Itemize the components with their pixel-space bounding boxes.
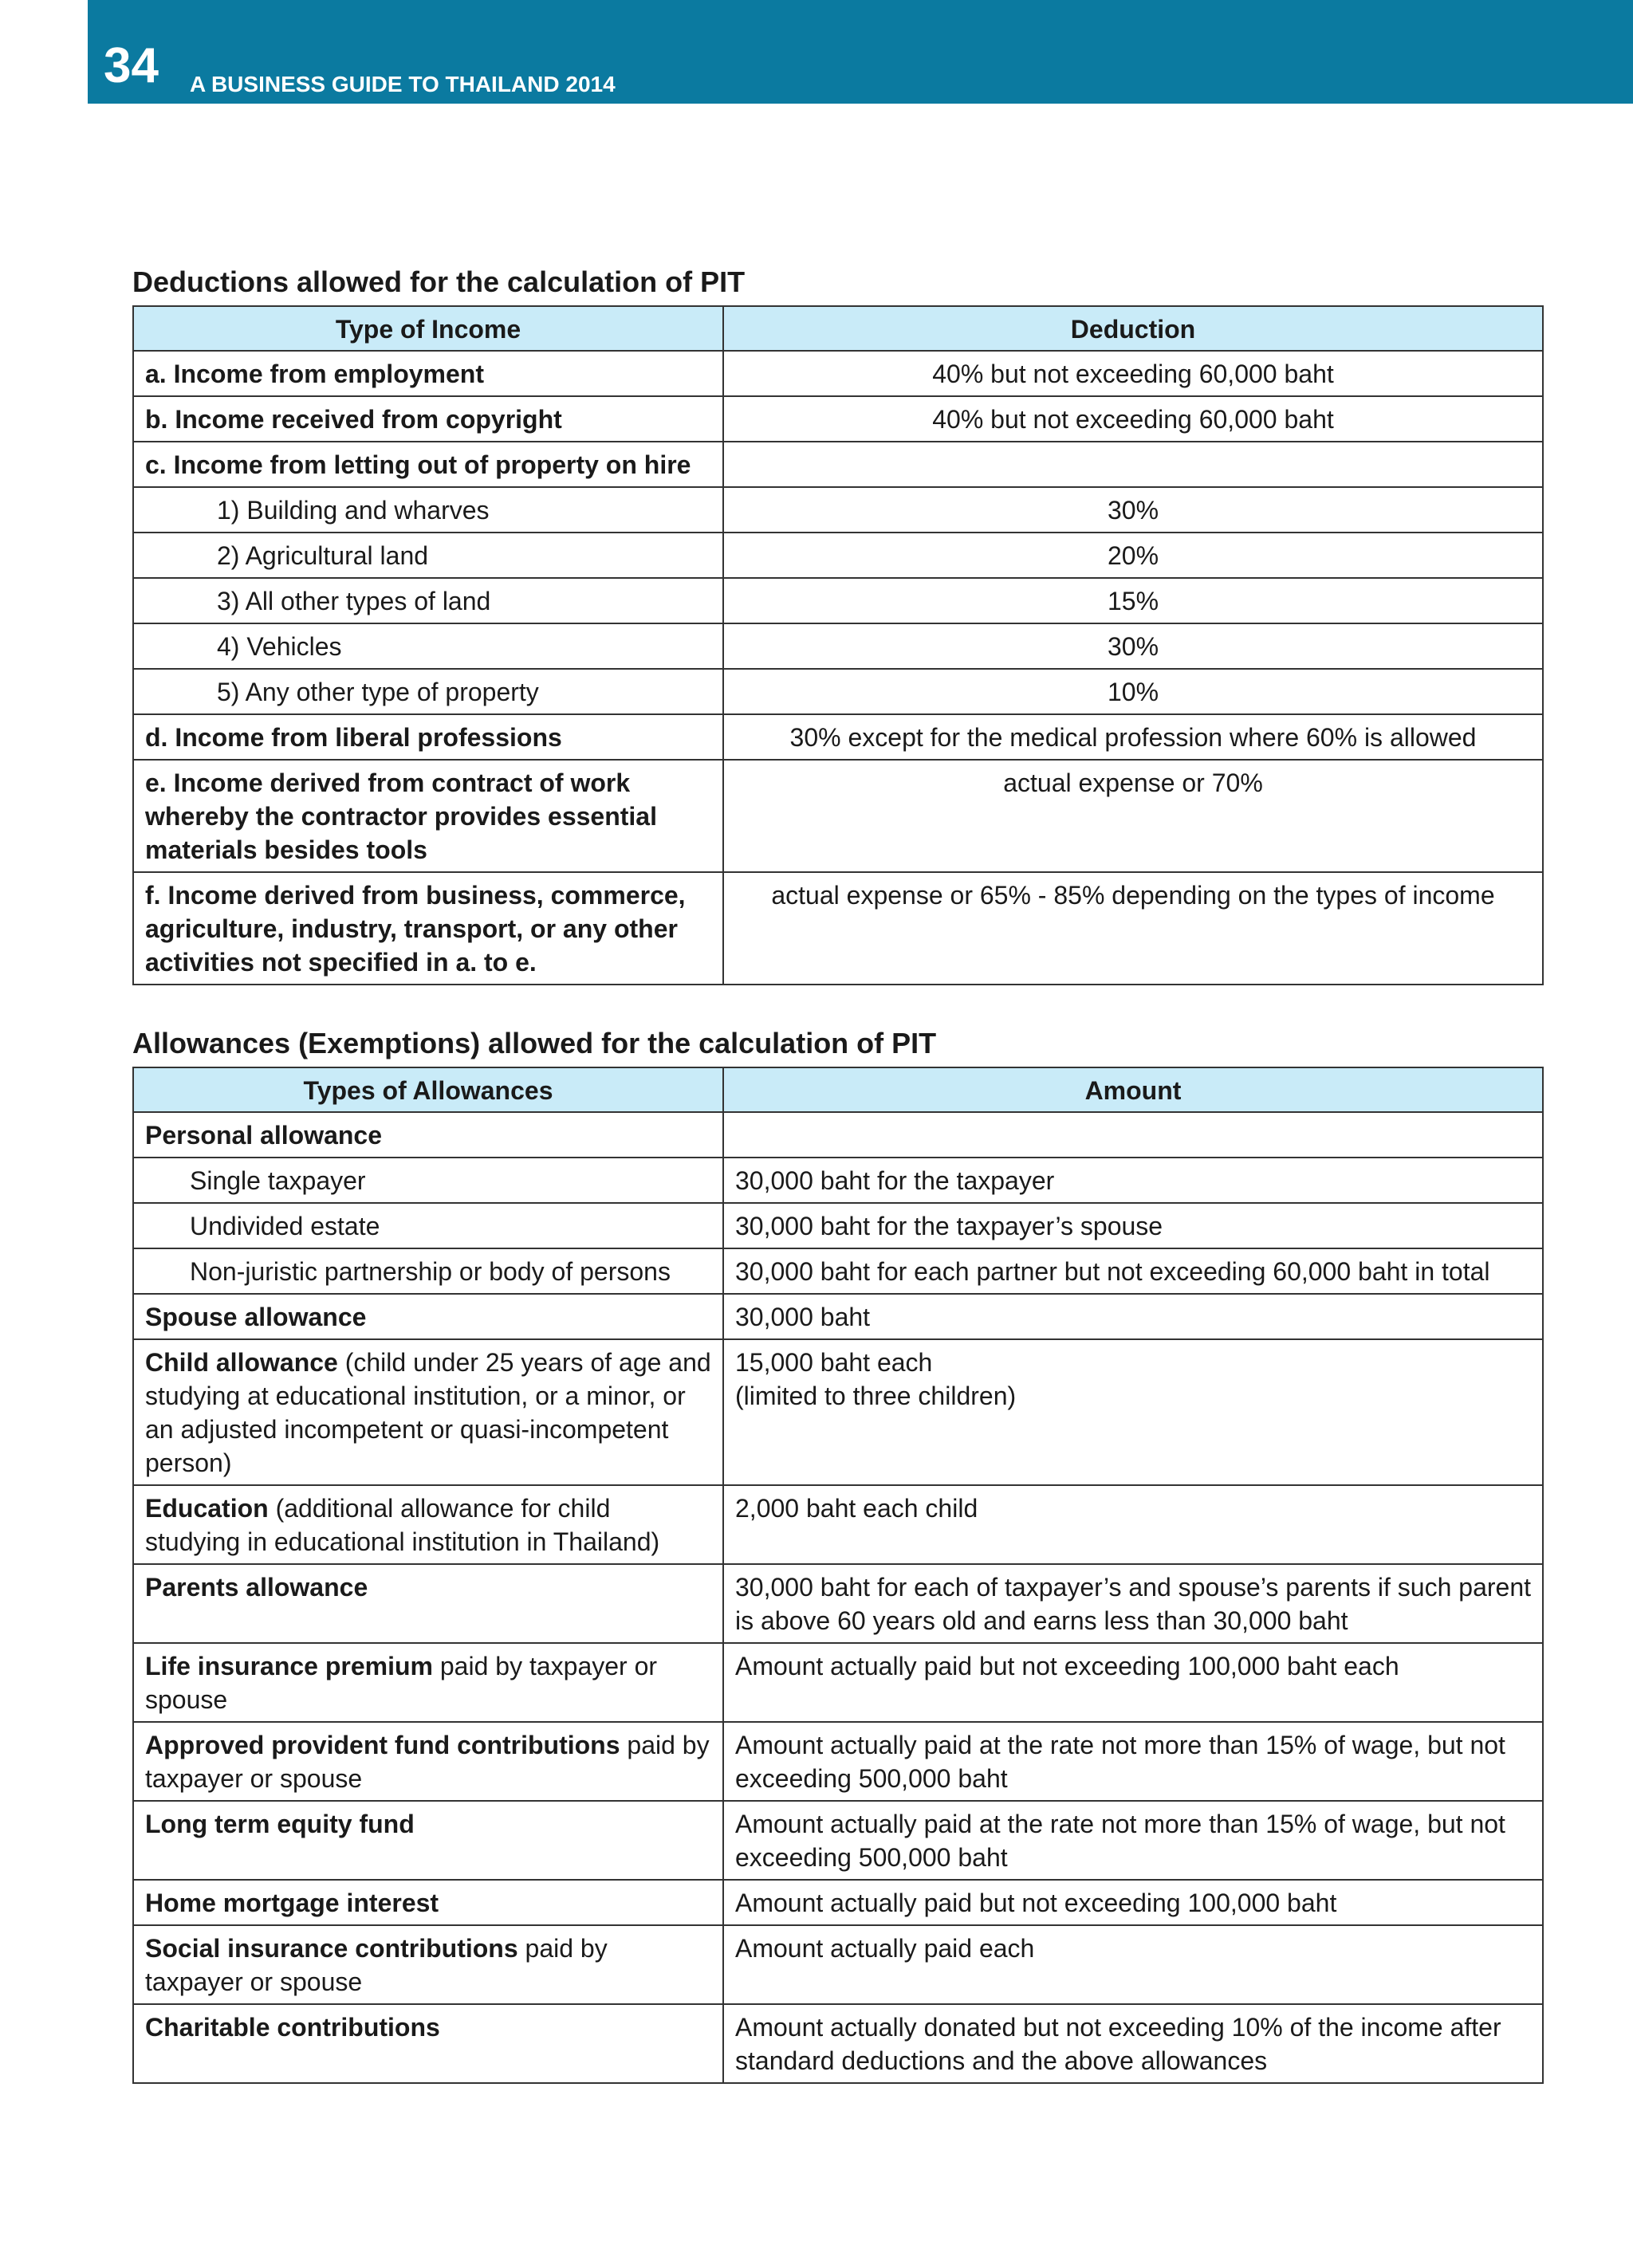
deduction-value: 40% but not exceeding 60,000 baht bbox=[723, 396, 1543, 442]
allowance-amount: 30,000 baht for the taxpayer’s spouse bbox=[723, 1203, 1543, 1248]
allowance-type bbox=[133, 1880, 723, 1925]
allowances-title: Allowances (Exemptions) allowed for the calculation of PIT bbox=[132, 1027, 937, 1059]
column-header-type: Type of Income bbox=[133, 306, 723, 351]
allowance-note: (child under 25 years of age and studying at educational institution, or a minor, or an adjusted incompetent or quasi-incompetent person) bbox=[145, 1348, 711, 1477]
allowance-amount: 30,000 baht bbox=[723, 1294, 1543, 1339]
allowance-amount: 30,000 baht for each of taxpayer’s and spouse’s parents if such parent is above 60 years old and earns less than 30,000 baht bbox=[723, 1564, 1543, 1643]
page-number: 34 bbox=[104, 38, 159, 93]
allowance-type bbox=[133, 1339, 723, 1485]
table-row bbox=[133, 487, 1543, 533]
column-header-deduction: Deduction bbox=[723, 306, 1543, 351]
allowance-name: Approved provident fund contributions bbox=[145, 1731, 620, 1759]
allowance-amount-line: 15,000 baht each bbox=[735, 1348, 933, 1377]
table-row bbox=[133, 351, 1543, 396]
allowance-name: Life insurance premium bbox=[145, 1652, 433, 1680]
allowance-amount: Amount actually paid but not exceeding 100,000 baht each bbox=[723, 1643, 1543, 1722]
allowance-note: paid by taxpayer or spouse bbox=[145, 1652, 658, 1714]
table-header-row bbox=[133, 1067, 1543, 1112]
table-row bbox=[133, 1722, 1543, 1801]
deduction-value bbox=[723, 442, 1543, 487]
table-row bbox=[133, 714, 1543, 760]
table-row bbox=[133, 1339, 1543, 1485]
allowance-type bbox=[133, 1643, 723, 1722]
deduction-value: 10% bbox=[723, 669, 1543, 714]
income-type: e. Income derived from contract of work whereby the contractor provides essential materials besides tools bbox=[133, 760, 723, 872]
table-row bbox=[133, 1158, 1543, 1203]
allowance-type bbox=[133, 1485, 723, 1564]
table-row bbox=[133, 1294, 1543, 1339]
table-row bbox=[133, 1925, 1543, 2004]
deduction-value: 20% bbox=[723, 533, 1543, 578]
allowance-amount: 30,000 baht for the taxpayer bbox=[723, 1158, 1543, 1203]
allowance-type bbox=[133, 1112, 723, 1158]
income-subtype: 4) Vehicles bbox=[133, 623, 723, 669]
allowance-note: paid by taxpayer or spouse bbox=[145, 1934, 608, 1996]
deductions-table bbox=[132, 305, 1544, 985]
allowance-name: Long term equity fund bbox=[145, 1810, 415, 1838]
allowance-amount: Amount actually paid but not exceeding 100,000 baht bbox=[723, 1880, 1543, 1925]
allowance-subtype: Single taxpayer bbox=[133, 1158, 723, 1203]
deduction-value: 30% bbox=[723, 623, 1543, 669]
table-row bbox=[133, 533, 1543, 578]
column-header-amount: Amount bbox=[723, 1067, 1543, 1112]
allowance-note: paid by taxpayer or spouse bbox=[145, 1731, 710, 1793]
table-row bbox=[133, 1112, 1543, 1158]
deduction-value: 40% but not exceeding 60,000 baht bbox=[723, 351, 1543, 396]
allowance-note: (additional allowance for child studying in educational institution in Thailand) bbox=[145, 1494, 660, 1556]
income-subtype: 1) Building and wharves bbox=[133, 487, 723, 533]
allowance-name: Social insurance contributions bbox=[145, 1934, 518, 1963]
table-row bbox=[133, 1643, 1543, 1722]
allowance-amount: Amount actually paid at the rate not more than 15% of wage, but not exceeding 500,000 baht bbox=[723, 1722, 1543, 1801]
income-subtype: 2) Agricultural land bbox=[133, 533, 723, 578]
deduction-value: actual expense or 70% bbox=[723, 760, 1543, 872]
table-row bbox=[133, 1564, 1543, 1643]
allowance-amount-note: (limited to three children) bbox=[735, 1382, 1017, 1410]
allowance-type bbox=[133, 1722, 723, 1801]
table-row bbox=[133, 396, 1543, 442]
allowance-name: Child allowance bbox=[145, 1348, 338, 1377]
table-row bbox=[133, 1485, 1543, 1564]
allowance-type bbox=[133, 1801, 723, 1880]
allowance-subtype: Non-juristic partnership or body of persons bbox=[133, 1248, 723, 1294]
table-row bbox=[133, 442, 1543, 487]
income-type: f. Income derived from business, commerce, agriculture, industry, transport, or any other activities not specified in a. to e. bbox=[133, 872, 723, 985]
allowance-amount: 30,000 baht for each partner but not exceeding 60,000 baht in total bbox=[723, 1248, 1543, 1294]
income-type: a. Income from employment bbox=[133, 351, 723, 396]
allowance-type bbox=[133, 1564, 723, 1643]
table-row bbox=[133, 578, 1543, 623]
income-type: c. Income from letting out of property on hire bbox=[133, 442, 723, 487]
allowance-name: Home mortgage interest bbox=[145, 1889, 439, 1917]
table-row bbox=[133, 623, 1543, 669]
income-type: d. Income from liberal professions bbox=[133, 714, 723, 760]
header-bar bbox=[88, 0, 1633, 104]
table-row bbox=[133, 669, 1543, 714]
deductions-title: Deductions allowed for the calculation of PIT bbox=[132, 265, 746, 298]
column-header-allowance-type: Types of Allowances bbox=[133, 1067, 723, 1112]
allowance-subtype: Undivided estate bbox=[133, 1203, 723, 1248]
allowance-type bbox=[133, 1925, 723, 2004]
allowance-name: Charitable contributions bbox=[145, 2013, 440, 2042]
deduction-value: 30% bbox=[723, 487, 1543, 533]
deduction-value: 15% bbox=[723, 578, 1543, 623]
allowance-name: Spouse allowance bbox=[145, 1303, 367, 1331]
table-row bbox=[133, 2004, 1543, 2083]
allowance-type bbox=[133, 1294, 723, 1339]
deduction-value: 30% except for the medical profession where 60% is allowed bbox=[723, 714, 1543, 760]
allowance-amount: 2,000 baht each child bbox=[723, 1485, 1543, 1564]
table-row bbox=[133, 1203, 1543, 1248]
allowance-name: Education bbox=[145, 1494, 269, 1523]
allowance-amount bbox=[723, 1112, 1543, 1158]
allowance-name: Parents allowance bbox=[145, 1573, 368, 1602]
allowance-type bbox=[133, 2004, 723, 2083]
table-header-row bbox=[133, 306, 1543, 351]
allowance-name: Personal allowance bbox=[145, 1121, 383, 1150]
allowance-amount bbox=[723, 1339, 1543, 1485]
allowance-amount: Amount actually donated but not exceeding 10% of the income after standard deductions and the above allowances bbox=[723, 2004, 1543, 2083]
table-row bbox=[133, 872, 1543, 985]
income-subtype: 5) Any other type of property bbox=[133, 669, 723, 714]
income-subtype: 3) All other types of land bbox=[133, 578, 723, 623]
guide-title: A BUSINESS GUIDE TO THAILAND 2014 bbox=[190, 72, 616, 96]
allowances-table bbox=[132, 1067, 1544, 2084]
table-row bbox=[133, 760, 1543, 872]
deduction-value: actual expense or 65% - 85% depending on the types of income bbox=[723, 872, 1543, 985]
table-row bbox=[133, 1248, 1543, 1294]
allowance-amount: Amount actually paid each bbox=[723, 1925, 1543, 2004]
table-row bbox=[133, 1801, 1543, 1880]
table-row bbox=[133, 1880, 1543, 1925]
allowance-amount: Amount actually paid at the rate not more than 15% of wage, but not exceeding 500,000 baht bbox=[723, 1801, 1543, 1880]
income-type: b. Income received from copyright bbox=[133, 396, 723, 442]
